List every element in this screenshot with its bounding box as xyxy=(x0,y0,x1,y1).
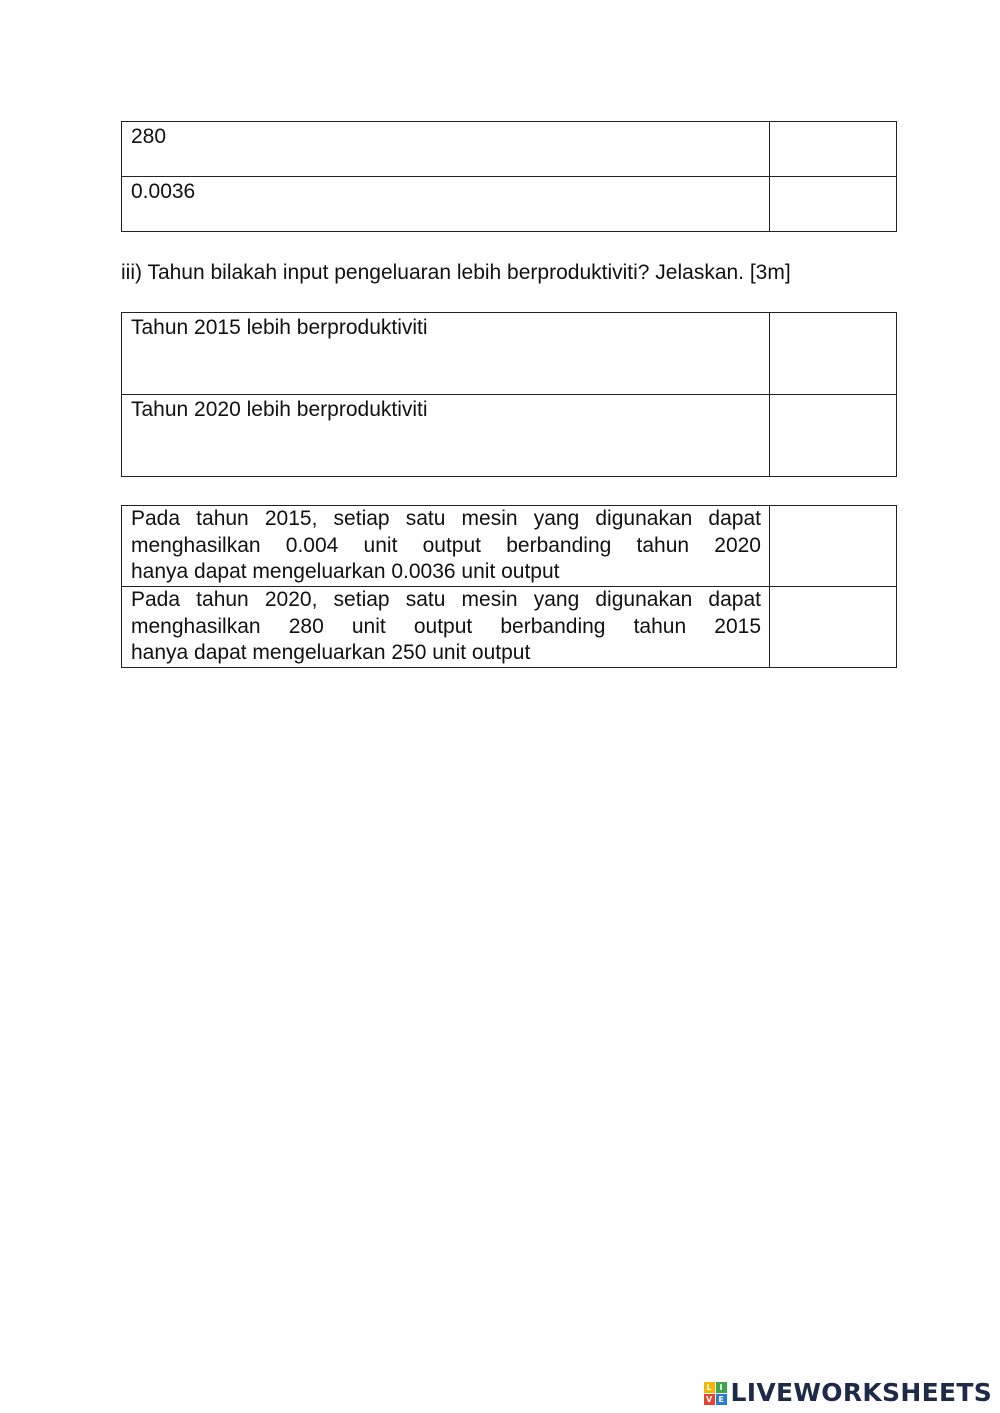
table-row xyxy=(122,506,897,587)
answer-option-text: 0.0036 xyxy=(122,177,770,232)
table-row xyxy=(122,177,897,232)
answer-drop-box[interactable] xyxy=(770,587,897,668)
explanation-text-end: hanya dapat mengeluarkan 250 unit output xyxy=(131,641,531,664)
answer-drop-box[interactable] xyxy=(770,395,897,477)
answer-drop-box[interactable] xyxy=(770,506,897,587)
explanation-option xyxy=(122,506,770,587)
logo-letter-l: L xyxy=(704,1382,715,1393)
explanation-text-end: hanya dapat mengeluarkan 0.0036 unit output xyxy=(131,560,560,583)
answer-drop-box[interactable] xyxy=(770,177,897,232)
explanation-text: Pada tahun 2020, setiap satu mesin yang digunakan dapat menghasilkan 280 unit output berbanding tahun 2015 xyxy=(131,588,761,638)
liveworksheets-brand xyxy=(704,1376,992,1410)
explanation-text: Pada tahun 2015, setiap satu mesin yang digunakan dapat menghasilkan 0.004 unit output berbanding tahun 2020 xyxy=(131,507,761,557)
answer-option-text: 280 xyxy=(122,122,770,177)
liveworksheets-logo-icon xyxy=(704,1382,727,1405)
table-row xyxy=(122,587,897,668)
table-row xyxy=(122,395,897,477)
question-iii: iii) Tahun bilakah input pengeluaran lebih berproduktiviti? Jelaskan. [3m] xyxy=(121,261,791,284)
logo-letter-i: I xyxy=(716,1382,727,1393)
explanation-option xyxy=(122,587,770,668)
answer-table-1 xyxy=(121,121,897,232)
answer-drop-box[interactable] xyxy=(770,313,897,395)
explanation-table xyxy=(121,505,897,668)
answer-table-2 xyxy=(121,312,897,477)
answer-option-text: Tahun 2015 lebih berproduktiviti xyxy=(122,313,770,395)
logo-letter-e: E xyxy=(716,1394,727,1405)
table-row xyxy=(122,313,897,395)
table-row xyxy=(122,122,897,177)
answer-option-text: Tahun 2020 lebih berproduktiviti xyxy=(122,395,770,477)
brand-name: LIVEWORKSHEETS xyxy=(730,1378,992,1407)
logo-letter-v: V xyxy=(704,1394,715,1405)
answer-drop-box[interactable] xyxy=(770,122,897,177)
